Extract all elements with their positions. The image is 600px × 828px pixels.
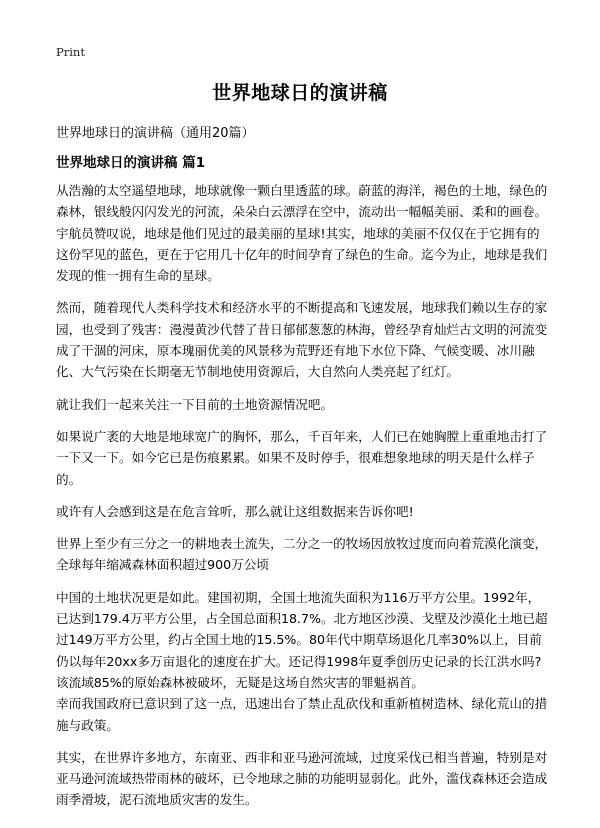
paragraph: 从浩瀚的太空遥望地球，地球就像一颗白里透蓝的球。蔚蓝的海洋，褐色的土地，绿色的森林，银线般闪闪发光的河流，朵朵白云漂浮在空中，流动出一幅幅美丽、柔和的画卷。宇航员赞叹说，地球是他们见过的最美丽的星球!其实，地球的美丽不仅仅在于它拥有的这份罕见的蓝色，更在于它用几十亿年的时间孕育了绿色的生命。迄今为止，地球是我们发现的惟一拥有生命的星球。 xyxy=(56,183,548,284)
paragraph: 其实，在世界许多地方，东南亚、西非和亚马逊河流域，过度采伐已相当普遍，特别是对亚马逊河流域热带雨林的破坏，已令地球之肺的功能明显弱化。此外，滥伐森林还会造成雨季滑坡，泥石流地质灾害的发生。 xyxy=(56,749,548,808)
paragraph: 就让我们一起来关注一下目前的土地资源情况吧。 xyxy=(56,396,334,412)
print-link[interactable]: Print xyxy=(56,45,85,59)
paragraph: 或许有人会感到这是在危言耸听，那么就让这组数据来告诉你吧! xyxy=(56,503,414,519)
paragraph: 幸而我国政府已意识到了这一点，迅速出台了禁止乱砍伐和重新植树造林、绿化荒山的措施与政策。 xyxy=(56,696,548,733)
paragraph: 中国的土地状况更是如此。建国初期，全国土地流失面积为116万平方公里。1992年，已达到179.4万平方公里，占全国总面积18.7%。北方地区沙漠、戈壁及沙漠化土地已超过149万平方公里，约占全国土地的15.5%。80年代中期草场退化几率30%以上，目前仍以每年20xx多万亩退化的速度在扩大。还记得1998年夏季创历史记录的长江洪水吗?该流域85%的原始森林被破坏，无疑是这场自然灾害的罪魁祸首。 xyxy=(56,589,548,690)
paragraph: 世界上至少有三分之一的耕地表土流失，二分之一的牧场因放牧过度而向着荒漠化演变，全球每年缩减森林面积超过900万公顷 xyxy=(56,536,548,573)
paragraph: 如果说广袤的大地是地球宽广的胸怀，那么，千百年来，人们已在她胸膛上重重地击打了一下又一下。如今它已是伤痕累累。如果不及时停手，很难想象地球的明天是什么样子的。 xyxy=(56,428,548,487)
section-heading: 世界地球日的演讲稿 篇1 xyxy=(56,155,206,171)
page-title: 世界地球日的演讲稿 xyxy=(212,82,388,104)
paragraph: 然而，随着现代人类科学技术和经济水平的不断提高和飞速发展，地球我们赖以生存的家园，也受到了残害：漫漫黄沙代替了昔日郁郁葱葱的林海，曾经孕育灿烂古文明的河流变成了干涸的河床，原本瑰丽优美的风景移为荒野还有地下水位下降、气候变暖、冰川融化、大气污染在长期毫无节制地使用资源后，大自然向人类亮起了红灯。 xyxy=(56,300,548,380)
article-body xyxy=(56,180,550,822)
document-subtitle: 世界地球日的演讲稿（通用20篇） xyxy=(56,126,255,141)
